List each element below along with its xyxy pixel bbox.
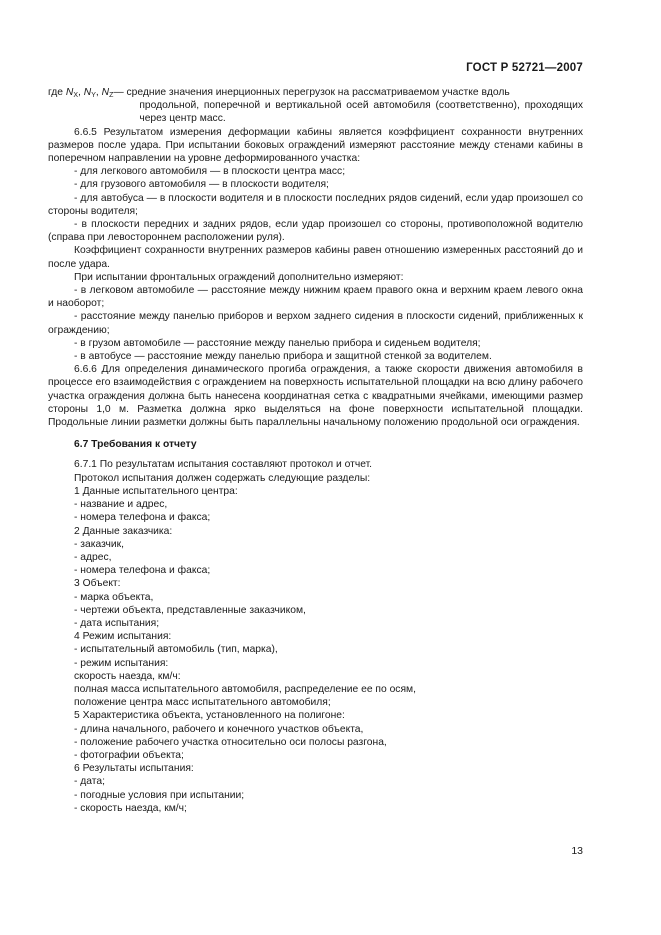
list-item: - в грузом автомобиле — расстояние между панелью прибора и сиденьем водителя; xyxy=(74,337,481,349)
list-item: - погодные условия при испытании; xyxy=(74,789,245,801)
list-item: Протокол испытания должен содержать следующие разделы: xyxy=(74,472,371,484)
list-item: положение центра масс испытательного автомобиля; xyxy=(74,697,331,709)
list-item: - для грузового автомобиля — в плоскости водителя; xyxy=(74,179,329,191)
list-item: - фотографии объекта; xyxy=(74,749,184,761)
list-item: - скорость наезда, км/ч; xyxy=(74,802,187,814)
list-item: - расстояние между панелью приборов и верхом заднего сидения в плоскости сидений, приближенных к ограждению; xyxy=(48,311,583,336)
paragraph: Коэффициент сохранности внутренних размеров кабины равен отношению измеренных расстояний до и после удара. xyxy=(48,245,583,270)
list-item: - для автобуса — в плоскости водителя и в плоскости последних рядов сидений, если удар произошел со стороны водителя; xyxy=(48,192,583,217)
list-item: 3 Объект: xyxy=(74,578,121,590)
paragraph: 6.7.1 По результатам испытания составляют протокол и отчет. xyxy=(74,459,373,471)
report-sections-list xyxy=(48,472,583,815)
list-item: - в автобусе — расстояние между панелью прибора и защитной стенкой за водителем. xyxy=(74,351,492,363)
section-title: 6.7 Требования к отчету xyxy=(74,439,197,451)
list-item: - для легкового автомобиля — в плоскости центра масс; xyxy=(74,166,346,178)
list-item: 2 Данные заказчика: xyxy=(74,525,173,537)
list-item: - положение рабочего участка относительно оси полосы разгона, xyxy=(74,736,387,748)
list-item: 5 Характеристика объекта, установленного на полигоне: xyxy=(74,710,345,722)
list-item: - чертежи объекта, представленные заказчиком, xyxy=(74,604,306,616)
list-item: - заказчик, xyxy=(74,538,124,550)
list-item: 6 Результаты испытания: xyxy=(74,763,194,775)
list-item: - номера телефона и факса; xyxy=(74,512,211,524)
formula-symbols: где $N_X$, $N_Y$, $N_Z$ xyxy=(48,87,114,99)
list-item: - название и адрес, xyxy=(74,499,168,511)
list-item: - номера телефона и факса; xyxy=(74,565,211,577)
formula-legend xyxy=(48,86,583,126)
list-item: - дата; xyxy=(74,776,105,788)
list-item: - режим испытания: xyxy=(74,657,169,669)
list-item: 4 Режим испытания: xyxy=(74,631,172,643)
paragraph: 6.6.5 Результатом измерения деформации кабины является коэффициент сохранности внутренних размеров после удара. При испытании боковых ограждений измеряют расстояние между стенами кабины в поперечном направлении на уровне деформированного участка: xyxy=(48,126,583,165)
paragraph: При испытании фронтальных ограждений дополнительно измеряют: xyxy=(74,271,404,283)
list-item: 1 Данные испытательного центра: xyxy=(74,485,238,497)
list-item: - испытательный автомобиль (тип, марка), xyxy=(74,644,278,656)
list-item: полная масса испытательного автомобиля, распределение ее по осям, xyxy=(74,683,416,695)
list-item: - адрес, xyxy=(74,551,112,563)
page-body xyxy=(48,86,583,815)
list-item: - длина начального, рабочего и конечного участков объекта, xyxy=(74,723,364,735)
formula-description: — средние значения инерционных перегрузок на рассматриваемом участке вдоль продольной, поперечной и вертикальной осей автомобиля (соответственно), проходящих через центр масс. xyxy=(113,87,583,125)
paragraph: 6.6.6 Для определения динамического прогиба ограждения, а также скорости движения автомобиля в процессе его взаимодействия с ограждением на поверхность испытательной площадки на всю длину рабочего участка ограждения должна быть нанесена координатная сетка с квадратными ячейками, имеющими размер стороны 1,0 м. Разметка должна ярко выделяться на фоне поверхности испытательной площадки. Продольные линии разметки должны быть параллельны начальному положению продольной оси ограждения. xyxy=(48,364,583,429)
list-item: - в легковом автомобиле — расстояние между нижним краем правого окна и верхним краем левого окна и наоборот; xyxy=(48,285,583,310)
list-item: - марка объекта, xyxy=(74,591,154,603)
document-code: ГОСТ Р 52721—2007 xyxy=(466,62,583,74)
list-item: скорость наезда, км/ч: xyxy=(74,670,181,682)
page-number: 13 xyxy=(571,845,583,857)
list-item: - в плоскости передних и задних рядов, если удар произошел со стороны, противоположной водителю (справа при левостороннем расположении руля). xyxy=(48,219,583,244)
list-item: - дата испытания; xyxy=(74,617,160,629)
